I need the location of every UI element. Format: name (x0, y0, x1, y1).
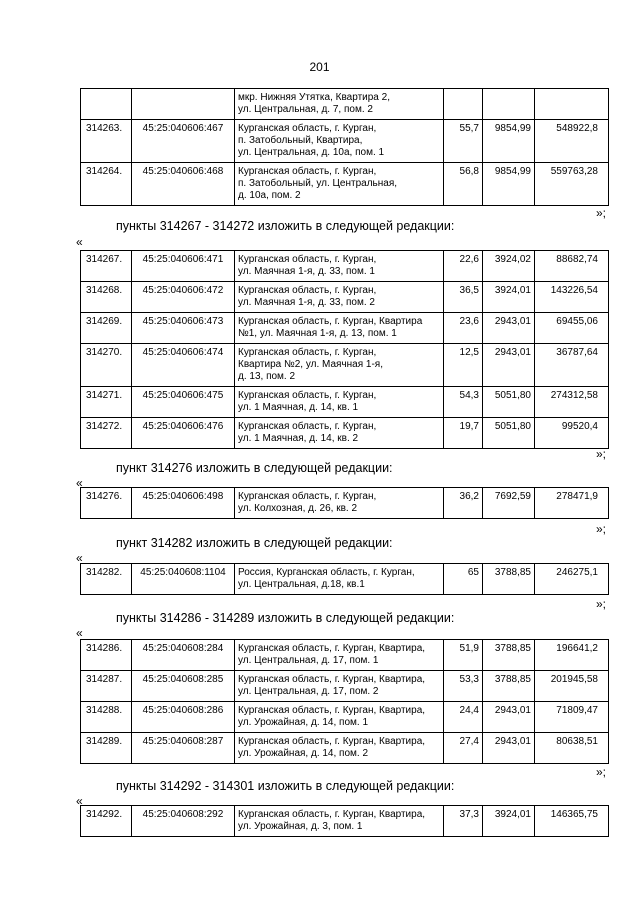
cadastral-price-cell: 2943,01 (483, 313, 535, 344)
cadastral-value-cell: 80638,51 (535, 733, 609, 764)
amendment-instruction: пункты 314292 - 314301 изложить в следующей редакции: (116, 779, 455, 793)
cadastral-value-cell: 99520,4 (535, 418, 609, 449)
amendment-instruction: пункт 314282 изложить в следующей редакции: (116, 536, 393, 550)
cadastral-value-cell: 71809,47 (535, 702, 609, 733)
area-cell: 19,7 (444, 418, 483, 449)
area-cell (444, 89, 483, 120)
cadastral-value-cell: 201945,58 (535, 671, 609, 702)
cadastral-price-cell: 7692,59 (483, 488, 535, 519)
table-row (81, 806, 609, 837)
cadastral-number-cell: 45:25:040608:1104 (132, 564, 235, 595)
closing-quote: »; (595, 206, 606, 220)
cadastral-price-cell: 5051,80 (483, 418, 535, 449)
row-number-cell: 314271. (81, 387, 132, 418)
address-cell: Курганская область, г. Курган, Квартира, ул. Центральная, д. 17, пом. 1 (235, 640, 444, 671)
area-cell: 54,3 (444, 387, 483, 418)
cadastral-value-cell: 196641,2 (535, 640, 609, 671)
cadastral-number-cell: 45:25:040606:473 (132, 313, 235, 344)
closing-quote: »; (595, 765, 606, 779)
cadastral-number-cell: 45:25:040606:475 (132, 387, 235, 418)
cadastral-price-cell: 3924,01 (483, 806, 535, 837)
table-row (81, 671, 609, 702)
register-table (80, 487, 609, 519)
address-cell: Курганская область, г. Курган, Квартира, ул. Урожайная, д. 14, пом. 2 (235, 733, 444, 764)
cadastral-price-cell: 9854,99 (483, 120, 535, 163)
cadastral-value-cell: 278471,9 (535, 488, 609, 519)
table-row (81, 564, 609, 595)
amendment-instruction: пункты 314267 - 314272 изложить в следующей редакции: (116, 219, 455, 233)
cadastral-value-cell (535, 89, 609, 120)
address-cell: Курганская область, г. Курган, п. Затобольный, ул. Центральная, д. 10а, пом. 2 (235, 163, 444, 206)
table-row (81, 282, 609, 313)
cadastral-value-cell: 548922,8 (535, 120, 609, 163)
row-number-cell: 314268. (81, 282, 132, 313)
cadastral-number-cell: 45:25:040606:472 (132, 282, 235, 313)
row-number-cell: 314282. (81, 564, 132, 595)
cadastral-value-cell: 246275,1 (535, 564, 609, 595)
register-table (80, 88, 609, 206)
address-cell: Россия, Курганская область, г. Курган, ул. Центральная, д.18, кв.1 (235, 564, 444, 595)
cadastral-number-cell: 45:25:040608:284 (132, 640, 235, 671)
cadastral-number-cell: 45:25:040608:286 (132, 702, 235, 733)
cadastral-number-cell: 45:25:040606:474 (132, 344, 235, 387)
opening-quote: « (76, 626, 83, 640)
table-row (81, 488, 609, 519)
area-cell: 36,5 (444, 282, 483, 313)
cadastral-price-cell: 3924,01 (483, 282, 535, 313)
cadastral-value-cell: 146365,75 (535, 806, 609, 837)
area-cell: 36,2 (444, 488, 483, 519)
row-number-cell (81, 89, 132, 120)
table-row (81, 640, 609, 671)
row-number-cell: 314286. (81, 640, 132, 671)
address-cell: Курганская область, г. Курган, ул. Маячная 1-я, д. 33, пом. 2 (235, 282, 444, 313)
row-number-cell: 314269. (81, 313, 132, 344)
cadastral-price-cell: 3788,85 (483, 671, 535, 702)
cadastral-number-cell: 45:25:040608:285 (132, 671, 235, 702)
area-cell: 23,6 (444, 313, 483, 344)
cadastral-price-cell: 9854,99 (483, 163, 535, 206)
table-row (81, 313, 609, 344)
address-cell: Курганская область, г. Курган, Квартира, ул. Урожайная, д. 3, пом. 1 (235, 806, 444, 837)
amendment-instruction: пункты 314286 - 314289 изложить в следующей редакции: (116, 611, 455, 625)
cadastral-value-cell: 143226,54 (535, 282, 609, 313)
address-cell: Курганская область, г. Курган, Квартира №1, ул. Маячная 1-я, д. 13, пом. 1 (235, 313, 444, 344)
opening-quote: « (76, 551, 83, 565)
cadastral-price-cell: 3788,85 (483, 564, 535, 595)
row-number-cell: 314272. (81, 418, 132, 449)
cadastral-value-cell: 36787,64 (535, 344, 609, 387)
row-number-cell: 314267. (81, 251, 132, 282)
closing-quote: »; (595, 447, 606, 461)
cadastral-number-cell: 45:25:040606:467 (132, 120, 235, 163)
area-cell: 55,7 (444, 120, 483, 163)
cadastral-price-cell: 3788,85 (483, 640, 535, 671)
address-cell: Курганская область, г. Курган, Квартира, ул. Урожайная, д. 14, пом. 1 (235, 702, 444, 733)
cadastral-number-cell (132, 89, 235, 120)
area-cell: 37,3 (444, 806, 483, 837)
cadastral-price-cell: 2943,01 (483, 344, 535, 387)
row-number-cell: 314263. (81, 120, 132, 163)
address-cell: Курганская область, г. Курган, ул. 1 Маячная, д. 14, кв. 1 (235, 387, 444, 418)
cadastral-value-cell: 559763,28 (535, 163, 609, 206)
address-cell: Курганская область, г. Курган, Квартира №2, ул. Маячная 1-я, д. 13, пом. 2 (235, 344, 444, 387)
table-row (81, 733, 609, 764)
opening-quote: « (76, 794, 83, 808)
table-row (81, 120, 609, 163)
cadastral-number-cell: 45:25:040606:471 (132, 251, 235, 282)
table-row (81, 387, 609, 418)
register-table (80, 805, 609, 837)
row-number-cell: 314270. (81, 344, 132, 387)
closing-quote: »; (595, 522, 606, 536)
cadastral-number-cell: 45:25:040608:292 (132, 806, 235, 837)
table-row (81, 163, 609, 206)
amendment-instruction: пункт 314276 изложить в следующей редакции: (116, 461, 393, 475)
register-table (80, 250, 609, 449)
cadastral-price-cell: 2943,01 (483, 702, 535, 733)
address-cell: Курганская область, г. Курган, ул. Маячная 1-я, д. 33, пом. 1 (235, 251, 444, 282)
row-number-cell: 314292. (81, 806, 132, 837)
table-row (81, 418, 609, 449)
register-table (80, 563, 609, 595)
cadastral-price-cell: 3924,02 (483, 251, 535, 282)
cadastral-number-cell: 45:25:040608:287 (132, 733, 235, 764)
table-row (81, 251, 609, 282)
cadastral-number-cell: 45:25:040606:468 (132, 163, 235, 206)
address-cell: Курганская область, г. Курган, Квартира, ул. Центральная, д. 17, пом. 2 (235, 671, 444, 702)
row-number-cell: 314287. (81, 671, 132, 702)
opening-quote: « (76, 235, 83, 249)
area-cell: 24,4 (444, 702, 483, 733)
address-cell: мкр. Нижняя Утятка, Квартира 2, ул. Центральная, д. 7, пом. 2 (235, 89, 444, 120)
area-cell: 22,6 (444, 251, 483, 282)
row-number-cell: 314289. (81, 733, 132, 764)
register-table (80, 639, 609, 764)
cadastral-price-cell: 5051,80 (483, 387, 535, 418)
cadastral-price-cell: 2943,01 (483, 733, 535, 764)
cadastral-value-cell: 69455,06 (535, 313, 609, 344)
cadastral-number-cell: 45:25:040606:498 (132, 488, 235, 519)
cadastral-value-cell: 274312,58 (535, 387, 609, 418)
cadastral-price-cell (483, 89, 535, 120)
opening-quote: « (76, 476, 83, 490)
row-number-cell: 314276. (81, 488, 132, 519)
cadastral-value-cell: 88682,74 (535, 251, 609, 282)
closing-quote: »; (595, 597, 606, 611)
table-row (81, 89, 609, 120)
area-cell: 51,9 (444, 640, 483, 671)
address-cell: Курганская область, г. Курган, ул. 1 Маячная, д. 14, кв. 2 (235, 418, 444, 449)
area-cell: 65 (444, 564, 483, 595)
area-cell: 12,5 (444, 344, 483, 387)
area-cell: 56,8 (444, 163, 483, 206)
table-row (81, 702, 609, 733)
cadastral-number-cell: 45:25:040606:476 (132, 418, 235, 449)
page-number: 201 (309, 60, 330, 74)
table-row (81, 344, 609, 387)
area-cell: 53,3 (444, 671, 483, 702)
row-number-cell: 314288. (81, 702, 132, 733)
row-number-cell: 314264. (81, 163, 132, 206)
area-cell: 27,4 (444, 733, 483, 764)
address-cell: Курганская область, г. Курган, п. Затобольный, Квартира, ул. Центральная, д. 10а, пом. 1 (235, 120, 444, 163)
address-cell: Курганская область, г. Курган, ул. Колхозная, д. 26, кв. 2 (235, 488, 444, 519)
